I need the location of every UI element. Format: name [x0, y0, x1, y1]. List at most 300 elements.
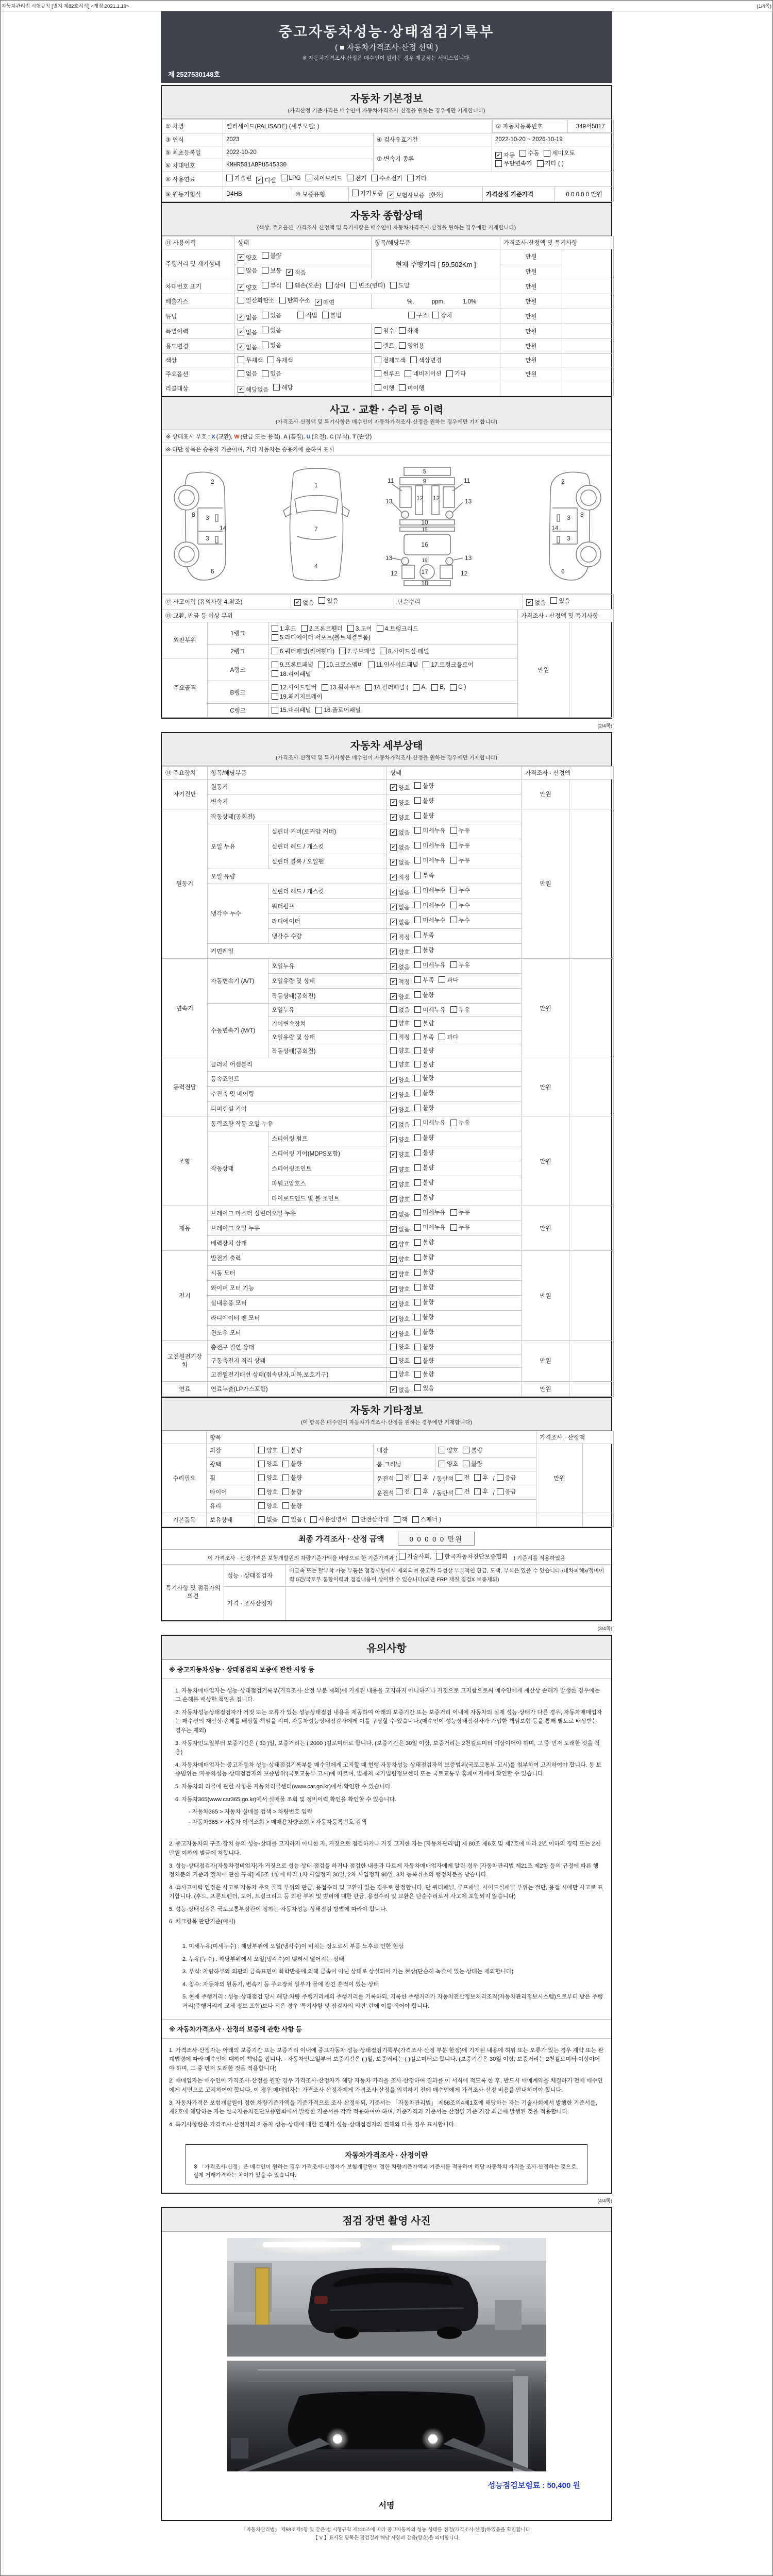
unchecked-box-icon[interactable] [414, 1329, 421, 1335]
unchecked-box-icon[interactable] [390, 1061, 397, 1067]
checkbox-불량[interactable] [414, 1148, 434, 1157]
unchecked-box-icon[interactable] [282, 1461, 289, 1467]
unchecked-box-icon[interactable] [399, 327, 406, 334]
unchecked-box-icon[interactable] [315, 707, 322, 714]
checkbox-누수[interactable] [450, 886, 470, 894]
checkbox-전[interactable] [456, 1487, 469, 1496]
checkbox-기술사회,[interactable] [399, 1552, 432, 1561]
unchecked-box-icon[interactable] [262, 342, 268, 348]
checkbox-없음[interactable] [390, 828, 410, 837]
unchecked-box-icon[interactable] [439, 1447, 445, 1453]
checkbox-양호[interactable] [390, 1136, 410, 1144]
unchecked-box-icon[interactable] [238, 267, 244, 274]
checked-box-icon[interactable]: ✔ [390, 859, 397, 866]
unchecked-box-icon[interactable] [414, 1149, 421, 1156]
unchecked-box-icon[interactable] [450, 1006, 457, 1013]
unchecked-box-icon[interactable] [390, 1006, 397, 1013]
checkbox-미세누유[interactable] [414, 1118, 445, 1127]
unchecked-box-icon[interactable] [439, 1033, 445, 1040]
checkbox-불량[interactable] [463, 1446, 482, 1454]
unchecked-box-icon[interactable] [450, 917, 457, 923]
unchecked-box-icon[interactable] [414, 1033, 421, 1040]
checked-box-icon[interactable]: ✔ [390, 904, 397, 910]
checkbox-무채색[interactable] [238, 356, 263, 364]
unchecked-box-icon[interactable] [272, 670, 278, 677]
checkbox-불량[interactable] [414, 1019, 434, 1027]
checkbox-도말[interactable] [390, 281, 410, 290]
unchecked-box-icon[interactable] [272, 625, 278, 632]
unchecked-box-icon[interactable] [375, 357, 381, 363]
checked-box-icon[interactable]: ✔ [390, 948, 397, 955]
checkbox-미세누수[interactable] [414, 886, 445, 894]
unchecked-box-icon[interactable] [350, 282, 357, 289]
checkbox-일산화탄소[interactable] [238, 296, 275, 304]
checkbox-없음[interactable] [238, 343, 257, 351]
unchecked-box-icon[interactable] [262, 267, 268, 274]
unchecked-box-icon[interactable] [286, 282, 293, 289]
unchecked-box-icon[interactable] [474, 1474, 481, 1481]
unchecked-box-icon[interactable] [267, 357, 274, 363]
unchecked-box-icon[interactable] [414, 902, 421, 908]
unchecked-box-icon[interactable] [279, 297, 286, 303]
unchecked-box-icon[interactable] [414, 782, 421, 789]
unchecked-box-icon[interactable] [463, 1461, 469, 1467]
checked-box-icon[interactable]: ✔ [238, 254, 244, 261]
checkbox-응급[interactable] [497, 1487, 516, 1496]
unchecked-box-icon[interactable] [414, 1269, 421, 1276]
checkbox-적정[interactable] [390, 873, 410, 882]
checkbox-적정[interactable] [390, 978, 410, 986]
checkbox-양호[interactable] [390, 1343, 410, 1351]
unchecked-box-icon[interactable] [463, 1447, 469, 1453]
checkbox-부족[interactable] [414, 1033, 434, 1041]
unchecked-box-icon[interactable] [414, 991, 421, 998]
unchecked-box-icon[interactable] [258, 1516, 265, 1523]
checkbox-미세누유[interactable] [414, 1223, 445, 1231]
checkbox-적정[interactable] [390, 1033, 410, 1041]
checkbox-자동[interactable] [495, 151, 515, 159]
checked-box-icon[interactable]: ✔ [388, 192, 394, 198]
checkbox-유채색[interactable] [267, 356, 293, 364]
unchecked-box-icon[interactable] [380, 648, 386, 654]
checked-box-icon[interactable]: ✔ [390, 1226, 397, 1233]
checkbox-보통[interactable] [262, 266, 281, 275]
checkbox-미세누유[interactable] [414, 826, 445, 835]
checkbox-없음[interactable] [390, 1386, 410, 1394]
unchecked-box-icon[interactable] [282, 1516, 289, 1523]
unchecked-box-icon[interactable] [414, 1357, 421, 1364]
checkbox-매연[interactable] [315, 298, 334, 307]
unchecked-box-icon[interactable] [474, 1488, 481, 1495]
unchecked-box-icon[interactable] [282, 1488, 289, 1495]
unchecked-box-icon[interactable] [258, 1488, 265, 1495]
unchecked-box-icon[interactable] [450, 842, 457, 849]
checkbox-누유[interactable] [450, 1118, 470, 1127]
unchecked-box-icon[interactable] [414, 857, 421, 863]
checked-box-icon[interactable]: ✔ [390, 1211, 397, 1218]
checkbox-불량[interactable] [414, 1163, 434, 1172]
checkbox-양호[interactable] [258, 1446, 278, 1454]
checkbox-미세누수[interactable] [414, 901, 445, 909]
unchecked-box-icon[interactable] [375, 370, 381, 377]
unchecked-box-icon[interactable] [450, 1224, 457, 1231]
checkbox-없음[interactable] [390, 888, 410, 896]
unchecked-box-icon[interactable] [414, 1006, 421, 1013]
checkbox-양호[interactable] [390, 993, 410, 1001]
checkbox-누유[interactable] [450, 841, 470, 850]
checkbox-양호[interactable] [390, 1240, 410, 1248]
checkbox-누유[interactable] [450, 856, 470, 865]
checked-box-icon[interactable]: ✔ [390, 1107, 397, 1113]
checkbox-15.대쉬패널[interactable] [272, 706, 311, 714]
checked-box-icon[interactable]: ✔ [390, 784, 397, 791]
checkbox-화재[interactable] [399, 327, 418, 335]
unchecked-box-icon[interactable] [272, 662, 278, 668]
unchecked-box-icon[interactable] [414, 1284, 421, 1291]
checked-box-icon[interactable]: ✔ [238, 284, 244, 291]
unchecked-box-icon[interactable] [446, 370, 453, 377]
unchecked-box-icon[interactable] [371, 175, 378, 181]
unchecked-box-icon[interactable] [258, 1502, 265, 1509]
checkbox-불량[interactable] [414, 1357, 434, 1365]
unchecked-box-icon[interactable] [456, 1488, 462, 1495]
checkbox-불량[interactable] [463, 1460, 482, 1468]
checkbox-해당[interactable] [273, 383, 293, 392]
checkbox-양호[interactable] [390, 1285, 410, 1293]
unchecked-box-icon[interactable] [375, 384, 381, 391]
checkbox-LPG[interactable] [281, 175, 301, 181]
checkbox-스패너 )[interactable] [412, 1515, 441, 1523]
unchecked-box-icon[interactable] [414, 946, 421, 953]
checkbox-사용설명서[interactable] [310, 1515, 347, 1523]
unchecked-box-icon[interactable] [390, 1047, 397, 1054]
checkbox-해당없음[interactable] [238, 385, 268, 394]
checkbox-상이[interactable] [326, 281, 346, 290]
checked-box-icon[interactable]: ✔ [390, 874, 397, 880]
checked-box-icon[interactable]: ✔ [390, 978, 397, 985]
checkbox-하이브리드[interactable] [306, 174, 343, 182]
unchecked-box-icon[interactable] [439, 976, 445, 983]
checkbox-자가보증[interactable] [352, 189, 383, 197]
checkbox-양호[interactable] [439, 1460, 458, 1468]
unchecked-box-icon[interactable] [413, 684, 419, 691]
checkbox-양호[interactable] [390, 799, 410, 807]
checkbox-탄화수소[interactable] [279, 296, 310, 304]
checked-box-icon[interactable]: ✔ [390, 1151, 397, 1158]
checkbox-불량[interactable] [414, 946, 434, 954]
unchecked-box-icon[interactable] [272, 684, 278, 691]
checkbox-이행[interactable] [375, 384, 394, 392]
checkbox-부족[interactable] [414, 871, 434, 879]
checkbox-세미오토[interactable] [544, 149, 575, 157]
unchecked-box-icon[interactable] [390, 1033, 397, 1040]
checkbox-구조[interactable] [408, 311, 428, 319]
checkbox-불량[interactable] [414, 991, 434, 999]
unchecked-box-icon[interactable] [495, 160, 502, 167]
unchecked-box-icon[interactable] [550, 597, 557, 604]
unchecked-box-icon[interactable] [258, 1475, 265, 1481]
checkbox-양호[interactable] [390, 1180, 410, 1189]
unchecked-box-icon[interactable] [414, 1047, 421, 1054]
unchecked-box-icon[interactable] [399, 1553, 406, 1560]
checkbox-미세누유[interactable] [414, 1208, 445, 1216]
unchecked-box-icon[interactable] [414, 1090, 421, 1096]
checkbox-누유[interactable] [450, 1006, 470, 1014]
unchecked-box-icon[interactable] [414, 1384, 421, 1391]
checkbox-없음[interactable] [390, 918, 410, 926]
checkbox-미세누수[interactable] [414, 916, 445, 924]
checked-box-icon[interactable]: ✔ [390, 1241, 397, 1248]
unchecked-box-icon[interactable] [272, 648, 278, 654]
unchecked-box-icon[interactable] [238, 297, 244, 303]
checked-box-icon[interactable]: ✔ [390, 1301, 397, 1308]
unchecked-box-icon[interactable] [262, 327, 268, 333]
unchecked-box-icon[interactable] [414, 1224, 421, 1231]
unchecked-box-icon[interactable] [282, 1447, 289, 1453]
checked-box-icon[interactable]: ✔ [526, 599, 533, 606]
checkbox-후[interactable] [474, 1487, 488, 1496]
checkbox-양호[interactable] [258, 1502, 278, 1510]
checkbox-양호[interactable] [258, 1460, 278, 1468]
checkbox-불량[interactable] [282, 1473, 302, 1482]
checkbox-16.플로어패널[interactable] [315, 706, 361, 714]
checkbox-부식[interactable] [262, 281, 281, 290]
unchecked-box-icon[interactable] [368, 662, 375, 668]
checkbox-색상변경[interactable] [410, 356, 441, 364]
checked-box-icon[interactable]: ✔ [390, 1271, 397, 1278]
unchecked-box-icon[interactable] [272, 634, 278, 641]
checkbox-3.도어[interactable] [347, 624, 372, 633]
unchecked-box-icon[interactable] [414, 1299, 421, 1306]
checkbox-없음[interactable] [390, 903, 410, 911]
checkbox-가솔린[interactable] [226, 174, 251, 182]
checkbox-미세누유[interactable] [414, 841, 445, 850]
checkbox-양호[interactable] [238, 253, 257, 262]
unchecked-box-icon[interactable] [375, 327, 381, 334]
unchecked-box-icon[interactable] [281, 175, 288, 181]
unchecked-box-icon[interactable] [432, 312, 439, 318]
checkbox-A,[interactable] [413, 684, 427, 691]
checkbox-양호[interactable] [390, 1091, 410, 1099]
unchecked-box-icon[interactable] [414, 1239, 421, 1246]
unchecked-box-icon[interactable] [258, 1447, 265, 1453]
unchecked-box-icon[interactable] [301, 625, 308, 632]
unchecked-box-icon[interactable] [537, 160, 544, 167]
checked-box-icon[interactable]: ✔ [390, 1092, 397, 1098]
checkbox-19.패키지트레이[interactable] [272, 692, 323, 701]
checkbox-있음 ([interactable] [282, 1515, 306, 1523]
checked-box-icon[interactable]: ✔ [238, 329, 244, 335]
checkbox-미세누유[interactable] [414, 856, 445, 865]
checkbox-수소전기[interactable] [371, 174, 402, 182]
checkbox-양호[interactable] [390, 814, 410, 822]
checkbox-불량[interactable] [414, 1238, 434, 1246]
checked-box-icon[interactable]: ✔ [390, 814, 397, 821]
unchecked-box-icon[interactable] [414, 961, 421, 968]
checkbox-디젤[interactable] [256, 176, 276, 184]
checked-box-icon[interactable]: ✔ [390, 889, 397, 895]
unchecked-box-icon[interactable] [262, 370, 268, 377]
checkbox-불량[interactable] [414, 1298, 434, 1306]
checkbox-썬루프[interactable] [375, 369, 400, 378]
checkbox-장치[interactable] [432, 311, 452, 319]
unchecked-box-icon[interactable] [410, 357, 417, 363]
checkbox-있음[interactable] [550, 597, 570, 605]
unchecked-box-icon[interactable] [352, 1516, 359, 1523]
unchecked-box-icon[interactable] [262, 312, 268, 318]
checkbox-양호[interactable] [390, 1060, 410, 1069]
checkbox-양호[interactable] [390, 1315, 410, 1323]
unchecked-box-icon[interactable] [450, 961, 457, 968]
unchecked-box-icon[interactable] [414, 1134, 421, 1141]
checkbox-변조(변타)[interactable] [350, 281, 385, 290]
unchecked-box-icon[interactable] [322, 312, 329, 318]
checked-box-icon[interactable]: ✔ [390, 1331, 397, 1337]
unchecked-box-icon[interactable] [414, 887, 421, 893]
checkbox-응급[interactable] [497, 1473, 516, 1482]
unchecked-box-icon[interactable] [365, 684, 372, 691]
checkbox-불량[interactable] [282, 1488, 302, 1496]
unchecked-box-icon[interactable] [399, 384, 406, 391]
unchecked-box-icon[interactable] [414, 1474, 421, 1481]
unchecked-box-icon[interactable] [390, 1357, 397, 1364]
unchecked-box-icon[interactable] [414, 1120, 421, 1126]
checkbox-양호[interactable] [390, 1076, 410, 1084]
checkbox-없음[interactable] [390, 843, 410, 852]
unchecked-box-icon[interactable] [439, 1461, 445, 1467]
checkbox-불량[interactable] [414, 1328, 434, 1336]
checkbox-누유[interactable] [450, 1208, 470, 1216]
checkbox-불량[interactable] [414, 1133, 434, 1142]
unchecked-box-icon[interactable] [414, 1075, 421, 1081]
checkbox-있음[interactable] [414, 1384, 434, 1392]
unchecked-box-icon[interactable] [450, 827, 457, 834]
checkbox-불량[interactable] [414, 1343, 434, 1351]
unchecked-box-icon[interactable] [450, 902, 457, 908]
checked-box-icon[interactable]: ✔ [390, 934, 397, 940]
checkbox-18.리어패널[interactable] [272, 670, 311, 678]
checkbox-네비게이션[interactable] [405, 369, 442, 378]
unchecked-box-icon[interactable] [450, 1209, 457, 1216]
unchecked-box-icon[interactable] [450, 684, 457, 691]
unchecked-box-icon[interactable] [322, 684, 328, 691]
checkbox-렌트[interactable] [375, 342, 394, 350]
unchecked-box-icon[interactable] [450, 857, 457, 863]
unchecked-box-icon[interactable] [352, 190, 359, 196]
checkbox-12.사이드멤버[interactable] [272, 683, 317, 691]
unchecked-box-icon[interactable] [414, 872, 421, 878]
checkbox-양호[interactable] [390, 1165, 410, 1174]
checkbox-없음[interactable] [390, 858, 410, 867]
checkbox-없음[interactable] [526, 599, 546, 607]
checkbox-양호[interactable] [390, 1150, 410, 1159]
checkbox-누유[interactable] [450, 826, 470, 835]
checkbox-5.라디에이터 서포트(볼트체결부품)[interactable] [272, 633, 371, 641]
unchecked-box-icon[interactable] [282, 1502, 289, 1509]
checkbox-부족[interactable] [414, 931, 434, 939]
checked-box-icon[interactable]: ✔ [390, 993, 397, 1000]
checkbox-불량[interactable] [282, 1460, 302, 1468]
checked-box-icon[interactable]: ✔ [390, 1077, 397, 1083]
checkbox-양호[interactable] [238, 283, 257, 292]
unchecked-box-icon[interactable] [450, 1120, 457, 1126]
checkbox-잭[interactable] [394, 1515, 408, 1523]
checkbox-없음[interactable] [390, 1210, 410, 1218]
unchecked-box-icon[interactable] [414, 976, 421, 983]
checkbox-전기[interactable] [347, 174, 366, 182]
checkbox-불량[interactable] [414, 1089, 434, 1097]
unchecked-box-icon[interactable] [423, 662, 429, 668]
unchecked-box-icon[interactable] [414, 1371, 421, 1378]
checkbox-수동[interactable] [519, 149, 539, 157]
unchecked-box-icon[interactable] [396, 1474, 402, 1481]
checkbox-불량[interactable] [282, 1502, 302, 1510]
checkbox-양호[interactable] [439, 1446, 458, 1454]
unchecked-box-icon[interactable] [456, 1474, 462, 1481]
checkbox-11.인사이드패널[interactable] [368, 660, 418, 669]
checked-box-icon[interactable]: ✔ [390, 829, 397, 836]
checkbox-침수[interactable] [375, 327, 394, 335]
unchecked-box-icon[interactable] [414, 797, 421, 804]
checked-box-icon[interactable]: ✔ [256, 177, 263, 183]
unchecked-box-icon[interactable] [414, 1164, 421, 1171]
checkbox-전체도색[interactable] [375, 356, 406, 364]
unchecked-box-icon[interactable] [414, 1194, 421, 1201]
checkbox-양호[interactable] [390, 948, 410, 956]
checkbox-있음[interactable] [262, 369, 281, 378]
unchecked-box-icon[interactable] [318, 662, 325, 668]
unchecked-box-icon[interactable] [497, 1474, 503, 1481]
unchecked-box-icon[interactable] [414, 1344, 421, 1350]
checked-box-icon[interactable]: ✔ [390, 1386, 397, 1393]
checkbox-미이행[interactable] [399, 384, 424, 392]
unchecked-box-icon[interactable] [339, 648, 346, 654]
unchecked-box-icon[interactable] [238, 357, 244, 363]
unchecked-box-icon[interactable] [272, 693, 278, 700]
checkbox-양호[interactable] [390, 1370, 410, 1378]
checked-box-icon[interactable]: ✔ [390, 1196, 397, 1203]
checkbox-불량[interactable] [414, 1060, 434, 1069]
checkbox-없음[interactable] [238, 369, 257, 378]
checkbox-미세누유[interactable] [414, 961, 445, 969]
checkbox-없음[interactable] [390, 1121, 410, 1129]
unchecked-box-icon[interactable] [262, 252, 268, 259]
unchecked-box-icon[interactable] [347, 175, 354, 181]
unchecked-box-icon[interactable] [375, 342, 381, 349]
checkbox-전[interactable] [396, 1487, 410, 1496]
checkbox-불량[interactable] [414, 796, 434, 805]
checked-box-icon[interactable]: ✔ [390, 1286, 397, 1293]
unchecked-box-icon[interactable] [414, 1105, 421, 1111]
unchecked-box-icon[interactable] [273, 384, 280, 391]
checkbox-불량[interactable] [414, 1074, 434, 1082]
checkbox-14.필러패널 ([interactable] [365, 683, 408, 691]
checked-box-icon[interactable]: ✔ [238, 344, 244, 350]
checkbox-전[interactable] [396, 1473, 410, 1482]
unchecked-box-icon[interactable] [436, 1553, 443, 1560]
checkbox-누유[interactable] [450, 961, 470, 969]
checkbox-양호[interactable] [390, 1106, 410, 1114]
unchecked-box-icon[interactable] [519, 150, 526, 157]
checkbox-없음[interactable] [294, 599, 314, 607]
signature-label[interactable]: 서명 [378, 2501, 395, 2510]
checkbox-불량[interactable] [414, 1268, 434, 1276]
unchecked-box-icon[interactable] [347, 625, 354, 632]
checkbox-불량[interactable] [414, 1283, 434, 1291]
checked-box-icon[interactable]: ✔ [390, 963, 397, 970]
checked-box-icon[interactable]: ✔ [390, 799, 397, 806]
unchecked-box-icon[interactable] [414, 931, 421, 938]
